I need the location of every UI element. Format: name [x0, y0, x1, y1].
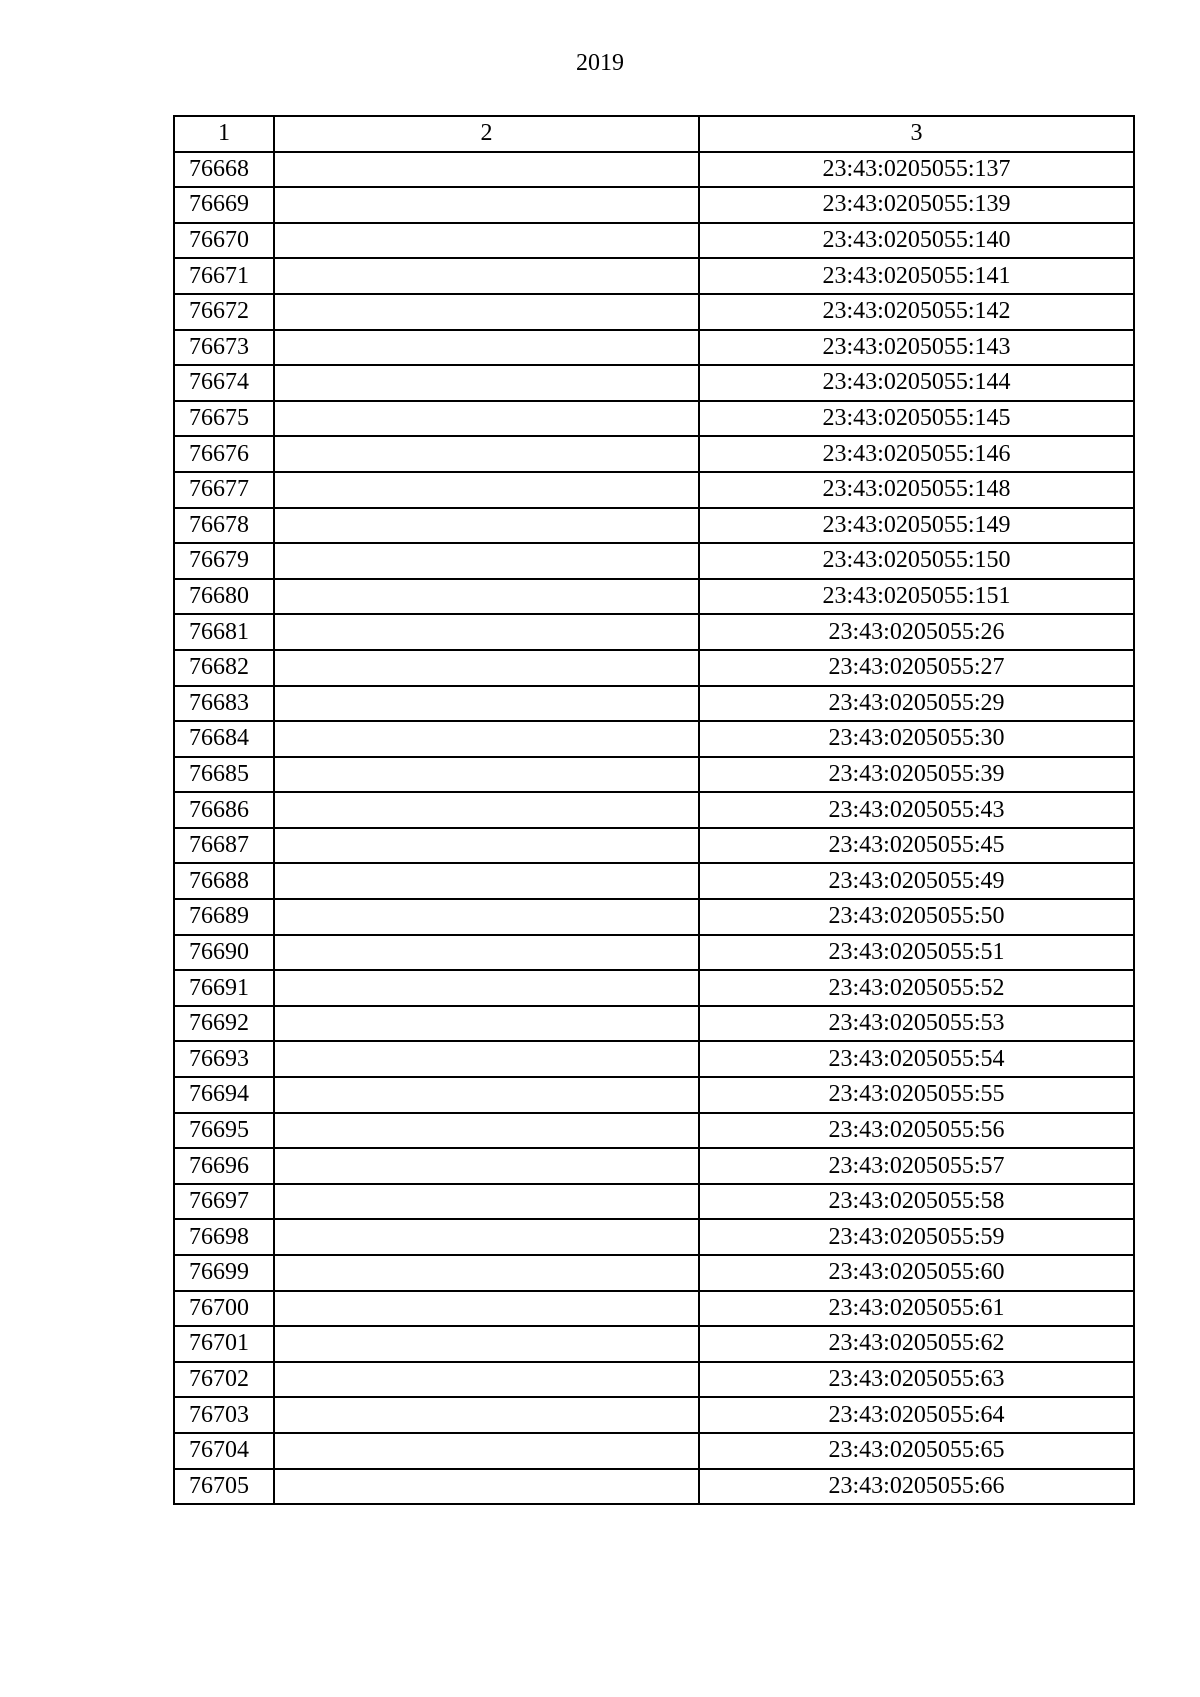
row-number-cell: 76692	[174, 1006, 274, 1042]
table-row	[174, 1255, 1134, 1291]
row-number-cell: 76698	[174, 1219, 274, 1255]
cadastral-number-cell: 23:43:0205055:139	[699, 187, 1134, 223]
row-name-cell	[274, 1077, 699, 1113]
cadastral-number-cell: 23:43:0205055:30	[699, 721, 1134, 757]
row-name-cell	[274, 365, 699, 401]
row-name-cell	[274, 1113, 699, 1149]
row-number-cell: 76668	[174, 152, 274, 188]
table-row	[174, 330, 1134, 366]
cadastral-number-cell: 23:43:0205055:49	[699, 863, 1134, 899]
row-number-cell: 76691	[174, 970, 274, 1006]
row-name-cell	[274, 258, 699, 294]
row-number-cell: 76700	[174, 1291, 274, 1327]
table-row	[174, 1148, 1134, 1184]
row-name-cell	[274, 1397, 699, 1433]
table-row	[174, 472, 1134, 508]
cadastral-number-cell: 23:43:0205055:58	[699, 1184, 1134, 1220]
cadastral-number-cell: 23:43:0205055:145	[699, 401, 1134, 437]
row-number-cell: 76689	[174, 899, 274, 935]
row-number-cell: 76676	[174, 436, 274, 472]
table-row	[174, 1113, 1134, 1149]
cadastral-number-cell: 23:43:0205055:140	[699, 223, 1134, 259]
table-row	[174, 543, 1134, 579]
table-row	[174, 258, 1134, 294]
row-number-cell: 76699	[174, 1255, 274, 1291]
row-number-cell: 76684	[174, 721, 274, 757]
table-row	[174, 1041, 1134, 1077]
cadastral-number-cell: 23:43:0205055:55	[699, 1077, 1134, 1113]
table-row	[174, 935, 1134, 971]
row-name-cell	[274, 757, 699, 793]
row-name-cell	[274, 1006, 699, 1042]
row-name-cell	[274, 828, 699, 864]
cadastral-number-cell: 23:43:0205055:50	[699, 899, 1134, 935]
row-number-cell: 76672	[174, 294, 274, 330]
table-row	[174, 579, 1134, 615]
row-number-cell: 76688	[174, 863, 274, 899]
row-name-cell	[274, 650, 699, 686]
table-row	[174, 721, 1134, 757]
table-body	[174, 152, 1134, 1505]
table-row	[174, 401, 1134, 437]
row-name-cell	[274, 686, 699, 722]
row-number-cell: 76703	[174, 1397, 274, 1433]
row-number-cell: 76681	[174, 614, 274, 650]
cadastral-number-cell: 23:43:0205055:142	[699, 294, 1134, 330]
cadastral-number-cell: 23:43:0205055:64	[699, 1397, 1134, 1433]
cadastral-number-cell: 23:43:0205055:137	[699, 152, 1134, 188]
row-name-cell	[274, 1184, 699, 1220]
row-number-cell: 76697	[174, 1184, 274, 1220]
cadastral-number-cell: 23:43:0205055:143	[699, 330, 1134, 366]
row-number-cell: 76705	[174, 1469, 274, 1505]
row-name-cell	[274, 1433, 699, 1469]
table-row	[174, 1397, 1134, 1433]
cadastral-number-cell: 23:43:0205055:29	[699, 686, 1134, 722]
row-number-cell: 76690	[174, 935, 274, 971]
row-name-cell	[274, 1469, 699, 1505]
row-name-cell	[274, 223, 699, 259]
row-number-cell: 76701	[174, 1326, 274, 1362]
cadastral-number-cell: 23:43:0205055:57	[699, 1148, 1134, 1184]
row-name-cell	[274, 970, 699, 1006]
table-header	[174, 116, 1134, 152]
cadastral-number-cell: 23:43:0205055:150	[699, 543, 1134, 579]
table-row	[174, 294, 1134, 330]
row-name-cell	[274, 187, 699, 223]
cadastral-number-cell: 23:43:0205055:59	[699, 1219, 1134, 1255]
table-row	[174, 152, 1134, 188]
cadastral-number-cell: 23:43:0205055:146	[699, 436, 1134, 472]
row-name-cell	[274, 792, 699, 828]
row-number-cell: 76687	[174, 828, 274, 864]
table-row	[174, 757, 1134, 793]
row-name-cell	[274, 543, 699, 579]
page-number: 2019	[576, 50, 624, 76]
row-number-cell: 76669	[174, 187, 274, 223]
table-row	[174, 650, 1134, 686]
row-number-cell: 76679	[174, 543, 274, 579]
table-row	[174, 223, 1134, 259]
row-name-cell	[274, 1291, 699, 1327]
cadastral-number-cell: 23:43:0205055:53	[699, 1006, 1134, 1042]
cadastral-number-cell: 23:43:0205055:151	[699, 579, 1134, 615]
table-row	[174, 1006, 1134, 1042]
cadastral-number-cell: 23:43:0205055:54	[699, 1041, 1134, 1077]
table-row	[174, 187, 1134, 223]
row-name-cell	[274, 294, 699, 330]
table-row	[174, 1362, 1134, 1398]
row-name-cell	[274, 1326, 699, 1362]
row-name-cell	[274, 1041, 699, 1077]
row-number-cell: 76702	[174, 1362, 274, 1398]
cadastral-table	[173, 115, 1135, 1505]
row-number-cell: 76696	[174, 1148, 274, 1184]
row-name-cell	[274, 436, 699, 472]
table-row	[174, 899, 1134, 935]
cadastral-number-cell: 23:43:0205055:149	[699, 508, 1134, 544]
row-name-cell	[274, 614, 699, 650]
row-number-cell: 76704	[174, 1433, 274, 1469]
column-header-2: 2	[274, 116, 699, 152]
row-number-cell: 76694	[174, 1077, 274, 1113]
table-row	[174, 1433, 1134, 1469]
row-name-cell	[274, 863, 699, 899]
row-number-cell: 76686	[174, 792, 274, 828]
cadastral-number-cell: 23:43:0205055:43	[699, 792, 1134, 828]
cadastral-number-cell: 23:43:0205055:56	[699, 1113, 1134, 1149]
row-name-cell	[274, 472, 699, 508]
row-name-cell	[274, 1255, 699, 1291]
row-name-cell	[274, 579, 699, 615]
cadastral-number-cell: 23:43:0205055:45	[699, 828, 1134, 864]
row-number-cell: 76674	[174, 365, 274, 401]
table-row	[174, 1219, 1134, 1255]
row-number-cell: 76670	[174, 223, 274, 259]
row-name-cell	[274, 935, 699, 971]
cadastral-number-cell: 23:43:0205055:144	[699, 365, 1134, 401]
row-number-cell: 76693	[174, 1041, 274, 1077]
row-name-cell	[274, 899, 699, 935]
cadastral-number-cell: 23:43:0205055:65	[699, 1433, 1134, 1469]
cadastral-number-cell: 23:43:0205055:61	[699, 1291, 1134, 1327]
header-row	[174, 116, 1134, 152]
table-row	[174, 1326, 1134, 1362]
row-number-cell: 76678	[174, 508, 274, 544]
row-number-cell: 76695	[174, 1113, 274, 1149]
row-name-cell	[274, 508, 699, 544]
table-row	[174, 1469, 1134, 1505]
row-number-cell: 76680	[174, 579, 274, 615]
row-number-cell: 76685	[174, 757, 274, 793]
cadastral-number-cell: 23:43:0205055:27	[699, 650, 1134, 686]
table-row	[174, 365, 1134, 401]
cadastral-number-cell: 23:43:0205055:63	[699, 1362, 1134, 1398]
cadastral-number-cell: 23:43:0205055:62	[699, 1326, 1134, 1362]
table-row	[174, 828, 1134, 864]
table-row	[174, 508, 1134, 544]
cadastral-number-cell: 23:43:0205055:51	[699, 935, 1134, 971]
row-name-cell	[274, 330, 699, 366]
row-name-cell	[274, 1219, 699, 1255]
cadastral-number-cell: 23:43:0205055:141	[699, 258, 1134, 294]
row-number-cell: 76675	[174, 401, 274, 437]
cadastral-number-cell: 23:43:0205055:52	[699, 970, 1134, 1006]
row-number-cell: 76682	[174, 650, 274, 686]
table-row	[174, 863, 1134, 899]
row-name-cell	[274, 401, 699, 437]
column-header-1: 1	[174, 116, 274, 152]
table-row	[174, 1077, 1134, 1113]
column-header-3: 3	[699, 116, 1134, 152]
row-name-cell	[274, 1148, 699, 1184]
row-number-cell: 76673	[174, 330, 274, 366]
cadastral-number-cell: 23:43:0205055:60	[699, 1255, 1134, 1291]
row-name-cell	[274, 152, 699, 188]
cadastral-number-cell: 23:43:0205055:148	[699, 472, 1134, 508]
table-row	[174, 686, 1134, 722]
table-row	[174, 792, 1134, 828]
cadastral-number-cell: 23:43:0205055:39	[699, 757, 1134, 793]
table-row	[174, 1184, 1134, 1220]
table-row	[174, 436, 1134, 472]
row-number-cell: 76683	[174, 686, 274, 722]
row-number-cell: 76677	[174, 472, 274, 508]
row-number-cell: 76671	[174, 258, 274, 294]
row-name-cell	[274, 1362, 699, 1398]
cadastral-number-cell: 23:43:0205055:66	[699, 1469, 1134, 1505]
table-row	[174, 1291, 1134, 1327]
table-row	[174, 970, 1134, 1006]
row-name-cell	[274, 721, 699, 757]
cadastral-number-cell: 23:43:0205055:26	[699, 614, 1134, 650]
table-row	[174, 614, 1134, 650]
